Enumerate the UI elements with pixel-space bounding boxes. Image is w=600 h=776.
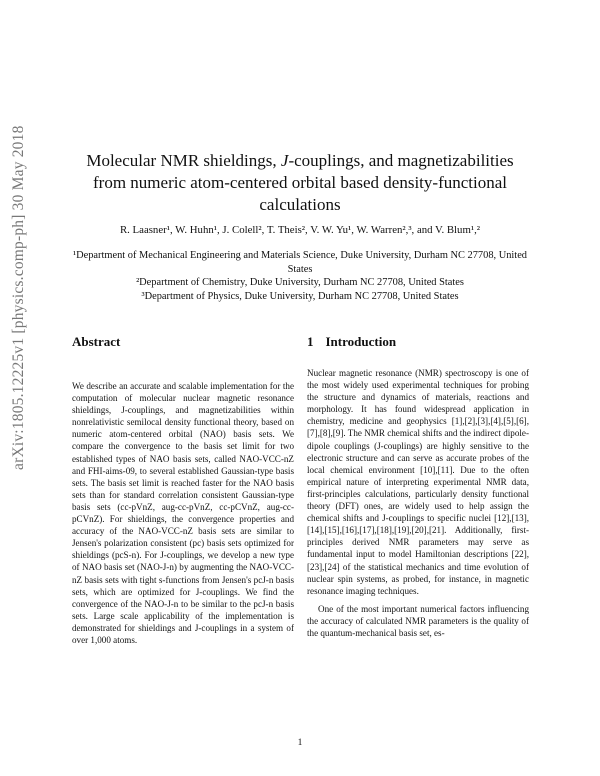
introduction-heading xyxy=(307,334,396,350)
affiliation-2: ²Department of Chemistry, Duke University, Durham NC 27708, United States xyxy=(136,277,464,288)
affiliation-3: ³Department of Physics, Duke University, Durham NC 27708, United States xyxy=(141,290,459,302)
title-line-1: Molecular NMR shieldings, J-couplings, and magnetizabilities xyxy=(86,151,514,170)
intro-paragraph-1: Nuclear magnetic resonance (NMR) spectroscopy is one of the most widely used experimental techniques for probing the structure and dynamics of materials, reactions and morphology. It has found widespread application in chemistry, medicine and geophysics [1],[2],[3],[4],[5],[6],[7],[8],[9]. The NMR chemical shifts and the indirect dipole-dipole couplings (J-couplings) are highly sensitive to the electronic structure and can serve as accurate probes of the local chemical environment [10],[11]. Due to the often empirical nature of interpreting experimental NMR data, first-principles calculations, particularly density functional theory (DFT) ones, are widely used to help assign the chemical shifts and J-couplings to specific nuclei [12],[13],[14],[15],[16],[17],[18],[19],[20],[21]. Additionally, first-principles derived NMR parameters may serve as fundamental input to model Hamiltonian descriptions [22],[23],[24] of the statistical mechanics and time evolution of nuclear spin systems, as probed, for instance, in magnetic resonance imaging techniques. xyxy=(307,368,529,596)
abstract-heading: Abstract xyxy=(72,334,121,349)
introduction-body xyxy=(307,367,529,639)
section-number: 1 xyxy=(307,334,314,349)
title-line-3: calculations xyxy=(259,195,341,214)
page-number: 1 xyxy=(297,738,303,748)
section-title: Introduction xyxy=(325,334,397,349)
arxiv-identifier: arXiv:1805.12225v1 [physics.comp-ph] 30 May 2018 xyxy=(10,125,27,470)
affiliation-1: ¹Department of Mechanical Engineering and Materials Science, Duke University, Durham NC 27708, United States xyxy=(72,250,527,275)
title-line-2: from numeric atom-centered orbital based density-functional xyxy=(93,173,507,192)
abstract-text: We describe an accurate and scalable implementation for the computation of molecular nuclear magnetic resonance shieldings, J-couplings, and magnetizabilities within nonrelativistic semilocal density functional theory, based on numeric atom-centered orbital (NAO) basis sets. We compare the convergence to the basis set limit for two established types of NAO basis sets, called NAO-VCC-nZ and FHI-aims-09, to several established Gaussian-type basis sets. The basis set limit is reached faster for the NAO basis sets than for standard correlation consistent Gaussian-type basis sets (cc-pVnZ, aug-cc-pVnZ, cc-pCVnZ, aug-cc-pCVnZ). For shieldings, the convergence properties and accuracy of the NAO-VCC-nZ basis sets are similar to Jensen's polarization consistent (pc) basis sets optimized for shieldings (pcS-n). For J-couplings, we develop a new type of NAO basis set (NAO-J-n) by augmenting the NAO-VCC-nZ basis sets with tight s-functions from Jensen's pcJ-n basis sets, which are optimized for J-couplings. We find the convergence of the NAO-J-n to be similar to the pcJ-n basis sets. Large scale applicability of the implementation is demonstrated for shieldings and J-couplings in a system of over 1,000 atoms. xyxy=(72,381,294,645)
affiliations xyxy=(60,249,540,303)
intro-paragraph-2: One of the most important numerical factors influencing the accuracy of calculated NMR parameters is the quality of the quantum-mechanical basis set, es- xyxy=(307,603,529,638)
paper-title xyxy=(60,150,540,216)
author-list: R. Laasner¹, W. Huhn¹, J. Colell², T. Theis², V. W. Yu¹, W. Warren²,³, and V. Blum¹,² xyxy=(119,224,481,236)
